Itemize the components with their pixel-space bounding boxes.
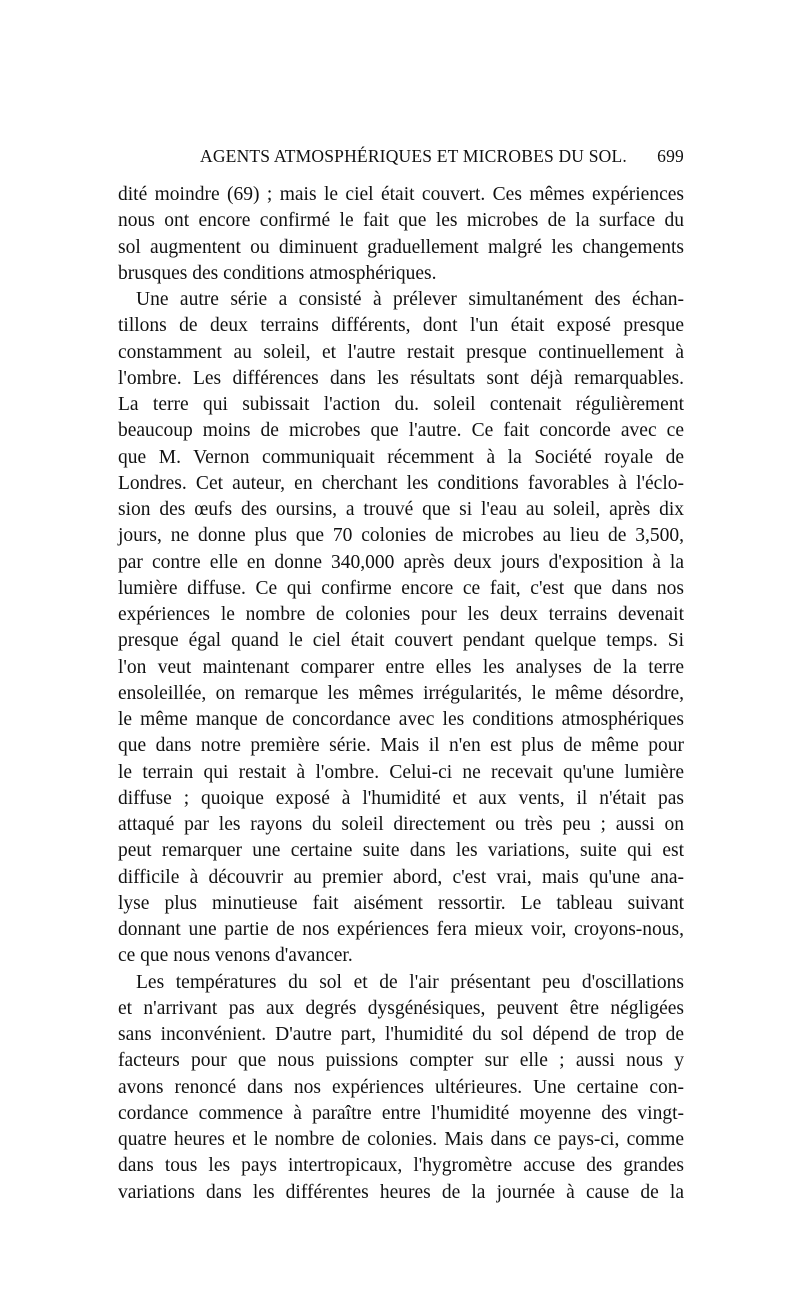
text-line: tillons de deux terrains différents, dont l'un était exposé presque (118, 315, 684, 337)
text-line: et n'arrivant pas aux degrés dysgénésiques, peuvent être négligées (118, 997, 684, 1019)
text-line: par contre elle en donne 340,000 après deux jours d'exposition à la (118, 551, 684, 573)
running-head (118, 146, 684, 172)
text-line: lyse plus minutieuse fait aisément ressortir. Le tableau suivant (118, 892, 684, 914)
text-line: Les températures du sol et de l'air présentant peu d'oscillations (136, 971, 684, 993)
text-line: variations dans les différentes heures de la journée à cause de la (118, 1181, 684, 1203)
text-line: que dans notre première série. Mais il n'en est plus de même pour (118, 735, 684, 757)
text-line: La terre qui subissait l'action du. soleil contenait régulièrement (118, 394, 684, 415)
text-line: Londres. Cet auteur, en cherchant les conditions favorables à l'éclo- (118, 472, 684, 494)
text-line: jours, ne donne plus que 70 colonies de microbes au lieu de 3,500, (118, 525, 684, 547)
text-line: ce que nous venons d'avancer. (118, 945, 353, 967)
text-line: ensoleillée, on remarque les mêmes irrégularités, le même désordre, (118, 682, 684, 704)
text-line: sion des œufs des oursins, a trouvé que si l'eau au soleil, après dix (118, 499, 684, 520)
text-line: dans tous les pays intertropicaux, l'hygromètre accuse des grandes (118, 1155, 684, 1177)
text-line: cordance commence à paraître entre l'humidité moyenne des vingt- (118, 1102, 684, 1124)
text-line: dité moindre (69) ; mais le ciel était couvert. Ces mêmes expériences (118, 184, 684, 205)
text-line: nous ont encore confirmé le fait que les microbes de la surface du (118, 210, 684, 232)
text-line: que M. Vernon communiquait récemment à la Société royale de (118, 446, 684, 468)
text-line: attaqué par les rayons du soleil directement ou très peu ; aussi on (118, 814, 684, 835)
text-line: sol augmentent ou diminuent graduellement malgré les changements (118, 236, 684, 258)
body-text (118, 182, 684, 1206)
text-line: sans inconvénient. D'autre part, l'humidité du sol dépend de trop de (118, 1024, 684, 1045)
text-line: presque égal quand le ciel était couvert pendant quelque temps. Si (118, 630, 684, 652)
text-line: expériences le nombre de colonies pour les deux terrains devenait (118, 604, 684, 625)
text-line: facteurs pour que nous puissions compter sur elle ; aussi nous y (118, 1050, 684, 1072)
text-line: quatre heures et le nombre de colonies. Mais dans ce pays-ci, comme (118, 1129, 684, 1150)
text-line: peut remarquer une certaine suite dans les variations, suite qui est (118, 840, 684, 862)
text-line: le même manque de concordance avec les conditions atmosphériques (118, 709, 684, 730)
text-line: brusques des conditions atmosphériques. (118, 262, 437, 284)
text-line: donnant une partie de nos expériences fera mieux voir, croyons-nous, (118, 919, 684, 940)
running-title: AGENTS ATMOSPHÉRIQUES ET MICROBES DU SOL. (200, 146, 627, 166)
text-line: le terrain qui restait à l'ombre. Celui-ci ne recevait qu'une lumière (118, 761, 684, 783)
text-line: diffuse ; quoique exposé à l'humidité et aux vents, il n'était pas (118, 787, 684, 809)
text-line: l'on veut maintenant comparer entre elles les analyses de la terre (118, 656, 684, 678)
text-line: l'ombre. Les différences dans les résultats sont déjà remarquables. (118, 367, 684, 389)
text-line: Une autre série a consisté à prélever simultanément des échan- (136, 289, 684, 310)
text-line: constamment au soleil, et l'autre restait presque continuellement à (118, 341, 684, 363)
text-line: avons renoncé dans nos expériences ultérieures. Une certaine con- (118, 1076, 684, 1098)
text-line: difficile à découvrir au premier abord, c'est vrai, mais qu'une ana- (118, 866, 684, 888)
page-number: 699 (657, 146, 684, 166)
text-line: lumière diffuse. Ce qui confirme encore ce fait, c'est que dans nos (118, 577, 684, 599)
text-line: beaucoup moins de microbes que l'autre. Ce fait concorde avec ce (118, 420, 684, 442)
